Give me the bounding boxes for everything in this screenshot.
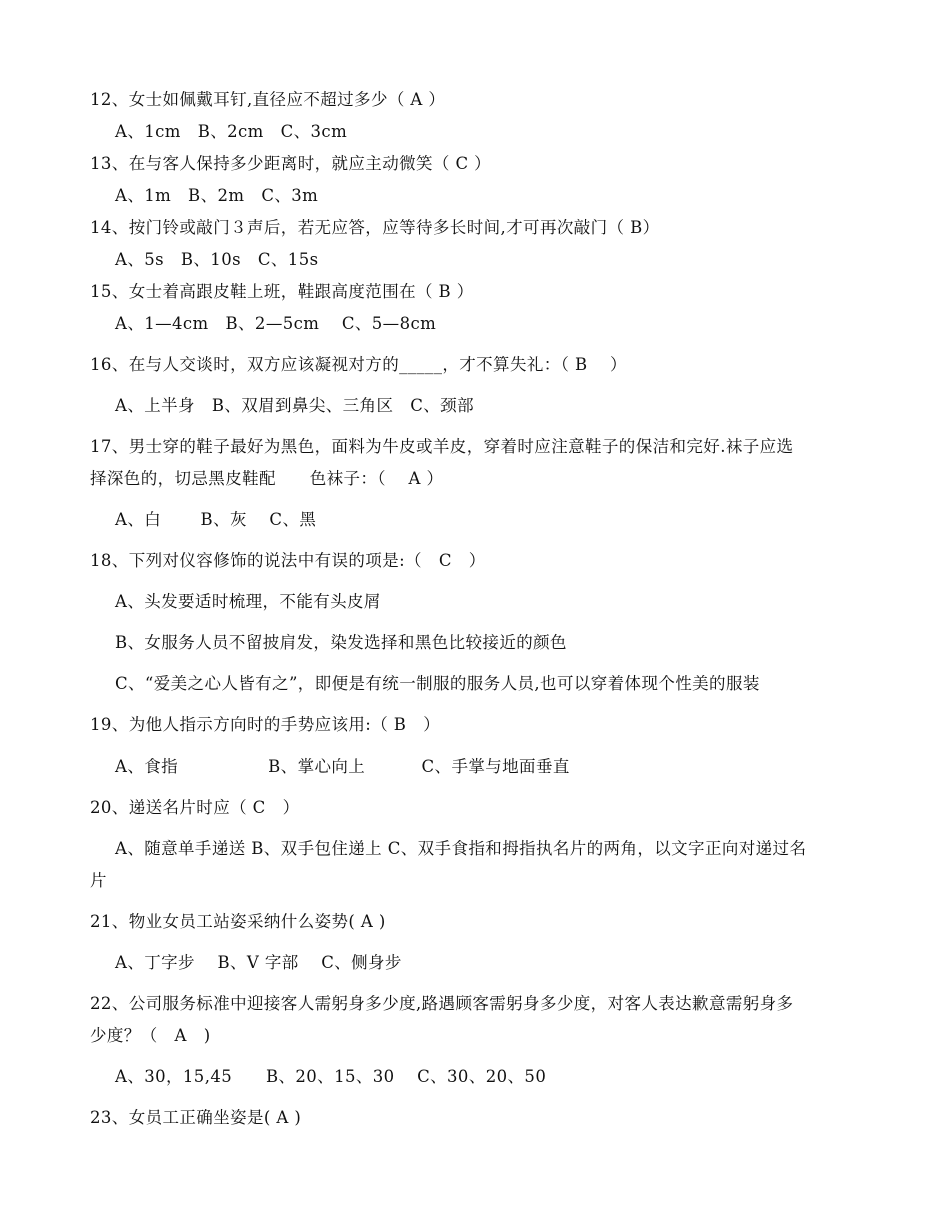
question-13: 13、在与客人保持多少距离时，就应主动微笑（ C ） [90,154,492,173]
options-15: A、1—4cm B、2—5cm C、5—8cm [115,314,437,333]
question-16: 16、在与人交谈时，双方应该凝视对方的_____，才不算失礼：（ B ） [90,355,627,374]
question-23: 23、女员工正确坐姿是( A ) [90,1108,302,1127]
option-18-b: B、女服务人员不留披肩发，染发选择和黑色比较接近的颜色 [115,633,567,652]
question-17: 17、男士穿的鞋子最好为黑色，面料为牛皮或羊皮，穿着时应注意鞋子的保洁和完好.袜子应选 [90,437,794,456]
options-17: A、白 B、灰 C、黑 [115,510,317,529]
option-18-a: A、头发要适时梳理，不能有头皮屑 [115,592,381,611]
question-20: 20、递送名片时应（ C ） [90,798,300,817]
question-19: 19、为他人指示方向时的手势应该用:（ B ） [90,715,441,734]
question-12: 12、女士如佩戴耳钉,直径应不超过多少（ A ） [90,90,446,109]
question-15: 15、女士着高跟皮鞋上班，鞋跟高度范围在（ B ） [90,282,474,301]
option-18-c: C、“爱美之心人皆有之”，即便是有统一制服的服务人员,也可以穿着体现个性美的服装 [115,674,760,693]
question-14: 14、按门铃或敲门３声后，若无应答，应等待多长时间,才可再次敲门（ B） [90,218,660,237]
question-17-continued: 择深色的，切忌黑皮鞋配 色袜子：（ A ） [90,469,444,488]
options-12: A、1cm B、2cm C、3cm [115,122,348,141]
options-22: A、30，15,45 B、20、15、30 C、30、20、50 [115,1067,547,1086]
options-21: A、丁字步 B、V 字部 C、侧身步 [115,953,402,972]
options-14: A、5s B、10s C、15s [115,250,319,269]
question-22-continued: 少度？（ A ) [90,1026,211,1045]
question-21: 21、物业女员工站姿采纳什么姿势( A ) [90,912,386,931]
options-16: A、上半身 B、双眉到鼻尖、三角区 C、颈部 [115,396,474,415]
options-19: A、食指 B、掌心向上 C、手掌与地面垂直 [115,757,570,776]
question-22: 22、公司服务标准中迎接客人需躬身多少度,路遇顾客需躬身多少度，对客人表达歉意需躬身多 [90,994,794,1013]
options-20: A、随意单手递送 B、双手包住递上 C、双手食指和拇指执名片的两角，以文字正向对递过名 [115,839,807,858]
options-20-continued: 片 [90,871,107,890]
options-13: A、1m B、2m C、3m [115,186,319,205]
question-18: 18、下列对仪容修饰的说法中有误的项是:（ C ） [90,551,486,570]
